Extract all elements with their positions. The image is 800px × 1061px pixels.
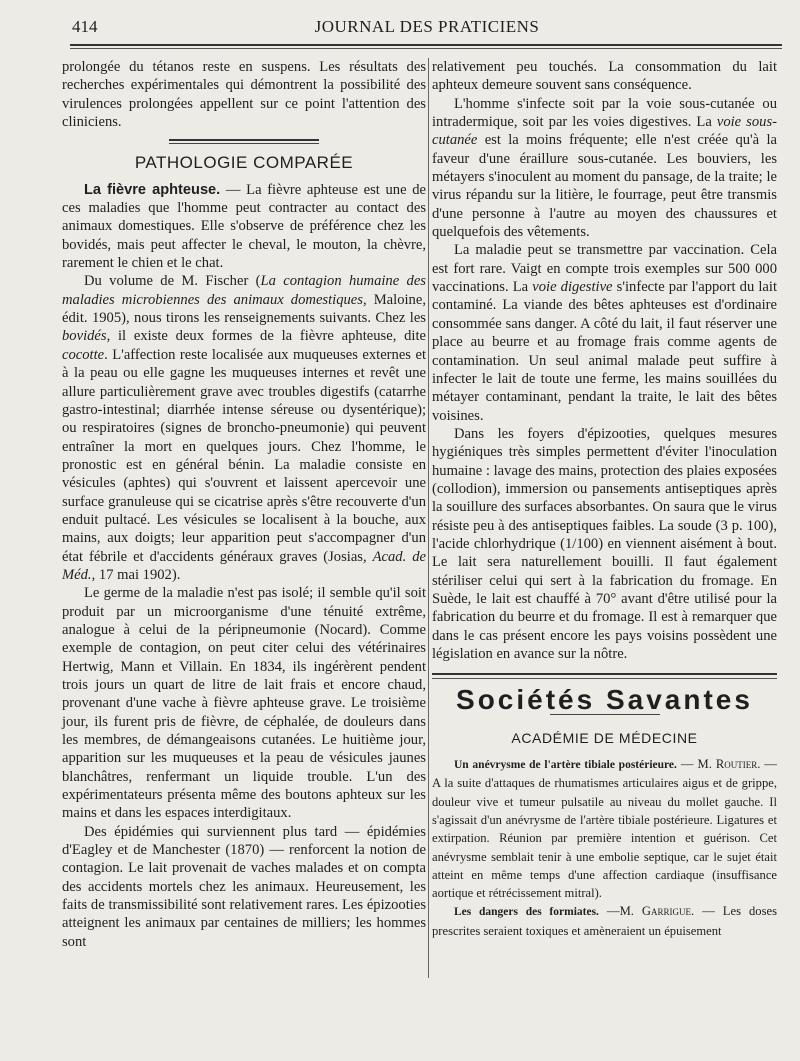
paragraph-continuation: relativement peu touchés. La consommation du lait aphteux demeure souvent sans conséquence.	[432, 59, 777, 94]
header-rule	[70, 44, 782, 46]
journal-title: JOURNAL DES PRATICIENS	[314, 17, 540, 36]
paragraph-fischer	[62, 272, 426, 584]
text-fragment: Du volume de M. Fischer (	[84, 273, 261, 290]
text-fragment: est la moins fréquente; elle n'est créée qu'à la faveur d'une éraillure sous-cutanée. Les bouviers, les métayers s'inoculent au moment du pansage, de la traite; le virus répandu sur la litière, le fourrage, peut être transmis d'une personne à l'autre au moyen des chaussures et quelquefois des vêtements.	[432, 132, 777, 241]
text-fragment: , Maloine, édit. 1905), nous tirons les renseignements suivants. Chez les	[62, 291, 426, 327]
paragraph-vaccination	[432, 241, 777, 424]
left-column	[62, 58, 426, 951]
text-fragment: , il existe deux formes de la fièvre aphteuse, dite	[106, 328, 426, 345]
societes-rule	[432, 673, 777, 675]
report-author: M. Routier.	[697, 757, 761, 772]
paragraph-text: — La fièvre aphteuse est une de ces maladies que l'homme peut contracter au contact des animaux domestiques. Elle s'observe de préférence chez les bovidés, mais peut affecter le cheval, le mouton, la chèvre, rarement le chien et le chat.	[62, 181, 426, 272]
page-number: 414	[72, 17, 98, 36]
report-anevrysme: Un anévrysme de l'artère tibiale postérieure. — M. Routier. — A la suite d'attaques de rhumatismes articulaires aigus et de grippe, douleur vive et tumeur pulsatile au niveau du mollet gauche. Il s'agissait d'un anévrysme de l'artère tibiale postérieure. Ligatures et extirpation. Réunion par première intention et guérison. Cet anévrysme semblait tenir à une embolie septique, car le sujet était atteint en même temps d'une affection cardiaque (insuffisance aortique et rétrécissement mitral).	[432, 757, 777, 901]
paragraph-epidemies: Des épidémies qui surviennent plus tard — épidémies d'Eagley et de Manchester (1870) — renforcent la notion de contagion. Le lait provenait de vaches malades et on compta des accidents mortels chez les animaux. Heureusement, les faits de transmissibilité sont relativement rares. Les épizooties atteignent les animaux par centaines de milliers; les hommes sont	[62, 823, 426, 950]
report-author: M. Garrigue.	[619, 904, 695, 919]
academie-title: ACADÉMIE DE MÉDECINE	[511, 729, 698, 746]
text-fragment: s'infecte par l'apport du lait contaminé. La viande des bêtes aphteuses est d'ordinaire consommée sans danger. A côté du lait, il faut réserver une place au beurre et au fromage frais comme agents de contamination. Un seul animal malade peut suffire à infecter le lait de toute une ferme, les mains souillées du métayer contaminant, pendant la traite, le lait des bêtes voisines.	[432, 279, 778, 424]
paragraph-mesures: Dans les foyers d'épizooties, quelques mesures hygiéniques très simples permettent d'éviter l'inoculation humaine : lavage des mains, protection des plaies exposées (collodion), immersion ou pansements antiseptiques après la souillure des surfaces absorbantes. On saura que le virus résiste peu à des antiseptiques faibles. La soude (3 p. 100), l'acide chlorhydrique (1/100) en viennent aisément à bout. Le lait sera naturellement bouilli. Il faut également stériliser celui qui sert à la fabrication du fromage. En Suède, le lait est chauffé à 70° avant d'être utilisé pour la fabrication du beurre et du fromage. Il est à remarquer que dans le cas présent encore les pays voisins possèdent une législation en avance sur la nôtre.	[432, 425, 777, 662]
report-text: — A la suite d'attaques de rhumatismes articulaires aigus et de grippe, douleur vive et tumeur pulsatile au niveau du mollet gauche. Il s'agissait d'un anévrysme de l'artère tibiale postérieure. Ligatures et extirpation. Réunion par première intention et guérison. Cet anévrysme semblait tenir à une embolie septique, car le sujet était atteint en même temps d'une affection cardiaque (insuffisance aortique et rétrécissement mitral).	[432, 757, 777, 901]
reference: Acad. de Méd.	[62, 548, 426, 583]
report-text: — Les doses prescrites seraient toxiques et amèneraient un épuisement	[432, 904, 777, 938]
section-separator	[169, 139, 319, 141]
report-formiates: Les dangers des formiates. —M. Garrigue. — Les doses prescrites seraient toxiques et amèneraient un épuisement	[432, 904, 777, 938]
paragraph-fievre-aphteuse	[62, 181, 426, 273]
section-separator-thin	[169, 143, 319, 144]
page-header	[72, 17, 782, 43]
right-column	[432, 58, 777, 940]
societes-title: Sociétés Savantes	[456, 684, 753, 716]
text-fragment: La maladie peut se transmettre par vaccination. Cela est fort rare. Vaigt en compte trois exemples sur 500 000 vaccinations. La	[432, 242, 777, 296]
report-lead: Les dangers des formiates.	[454, 906, 599, 919]
italic-term: voie digestive	[532, 279, 613, 296]
italic-term: bovidés	[62, 328, 107, 345]
italic-term: cocotte	[62, 346, 105, 363]
text-fragment: L'homme s'infecte soit par la voie sous-cutanée ou intradermique, soit par les voies digestives. La	[432, 95, 777, 131]
italic-term: voie sous-cutanée	[432, 114, 777, 149]
column-divider	[428, 58, 429, 978]
article-lead: La fièvre aphteuse.	[84, 181, 221, 198]
report-lead: Un anévrysme de l'artère tibiale postérieure.	[454, 759, 677, 772]
paragraph-germe: Le germe de la maladie n'est pas isolé; il semble qu'il soit produit par un microorganisme d'une ténuité extrême, analogue à celui de la péripneumonie (Nocard). Comme exemple de contagion, on peut citer celui des vétérinaires Hertwig, Mann et Villain. En 1834, ils ingérèrent pendent trois jours un quart de litre de lait frais et encore chaud, provenant d'une vache à fièvre aphteuse grave. Le troisième jour, ils furent pris de fièvre, de céphalée, de douleurs dans les membres, de démangeaisons cutanées. Le huitième jour, apparition sur les muqueuses et la peau de vésicules jaunes blanchâtres, renfermant un liquide trouble. L'un des expérimentateurs présenta même des boutons aphteux sur les mains et dans les espaces interdigitaux.	[62, 585, 426, 822]
paragraph-voies	[432, 95, 777, 242]
header-rule-thin	[70, 48, 782, 49]
section-title: PATHOLOGIE COMPARÉE	[134, 153, 354, 173]
intro-paragraph: prolongée du tétanos reste en suspens. Les résultats des recherches expérimentales qui démontrent la possibilité des virulences prolongées appellent sur ce point l'attention des cliniciens.	[62, 59, 426, 131]
book-title: La contagion humaine des maladies microbiennes des animaux domestiques	[62, 273, 426, 308]
text-fragment: , 17 mai 1902).	[91, 566, 181, 583]
text-fragment: . L'affection reste localisée aux muqueuses externes et à la peau ou elle gagne les muqueuses internes et revêt une allure particulièrement grave avec troubles digestifs (catarrhe gastro-intestinal; diarrhée intense séreuse ou dysentérique); ou respiratoires (signes de broncho-pneumonie) qui peuvent entraîner la mort en quelques jours. Chez l'homme, le pronostic est en général bénin. La maladie consiste en vésicules (aphtes) qui s'ouvrent et laissent apercevoir une surface granuleuse qui se cicatrise après s'être recouverte d'un enduit pultacé. Les vésicules se localisent à la bouche, aux mains, aux doigts; leur apparition peut s'accompagner d'un état fébrile et d'accidents généraux graves (Josias,	[62, 346, 426, 565]
societes-rule-thin	[432, 678, 777, 679]
